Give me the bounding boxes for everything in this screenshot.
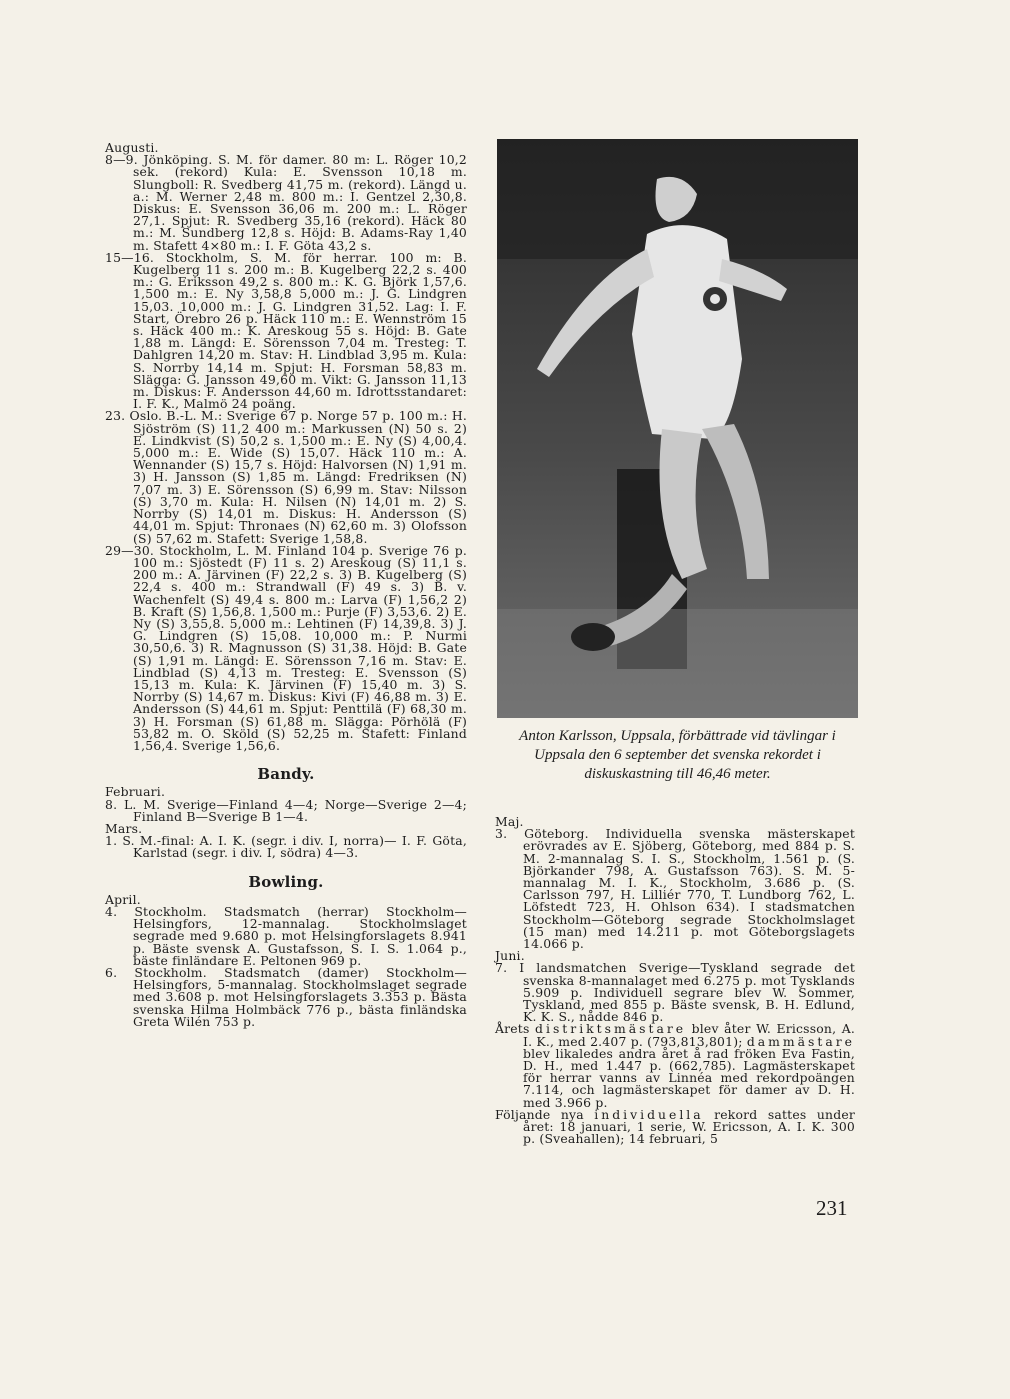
- result-entry: 7. I landsmatchen Sverige—Tyskland segrade det svenska 8-mannalaget med 6.275 p. mot Tysklands 5.909 p. Individuell segrare blev W. Sommer, Tyskland, med 855 p. Bäste svensk, B. H. Edlund, K. K. S., nådde 846 p.: [495, 960, 855, 1025]
- result-entry: 29—30. Stockholm, L. M. Finland 104 p. Sverige 76 p. 100 m.: Sjöstedt (F) 11 s. 2) Areskoug (S) 11,1 s. 200 m.: A. Järvinen (F) 22,2 s. 3) B. Kugelberg (S) 22,4 s. 400 m.: Strandwall (F) 49 s. 3) B. v. Wachenfelt (S) 49,4 s. 800 m.: Larva (F) 1,56,2 2) B. Kraft (S) 1,56,8. 1,500 m.: Purje (F) 3,53,6. 2) E. Ny (S) 3,55,8. 5,000 m.: Lehtinen (F) 14,39,8. 3) J. G. Lindgren (S) 15,08. 10,000 m.: P. Nurmi 30,50,6. 3) R. Magnusson (S) 31,38. Höjd: B. Gate (S) 1,91 m. Längd: E. Sörensson 7,16 m. Stav: E. Lindblad (S) 4,13 m. Tresteg: E. Svensson (S) 15,13 m. Kula: K. Järvinen (F) 15,40 m. 3) S. Norrby (S) 14,67 m. Diskus: Kivi (F) 46,88 m. 3) E. Andersson (S) 44,61 m. Spjut: Penttilä (F) 68,30 m. 3) H. Forsman (S) 61,88 m. Slägga: Pörhölä (F) 53,82 m. O. Sköld (S) 52,25 m. Stafett: Finland 1,56,4. Sverige 1,56,6.: [105, 542, 467, 753]
- spaced-term: individuella: [594, 1106, 704, 1122]
- month-heading: Augusti.: [105, 140, 159, 155]
- text-fragment: blev likaledes andra året å rad fröken Eva Fastin, D. H., med 1.447 p. (662,785). Lagmästerskapet för herrar vanns av Linnéa med rekordpoängen 7.114, och lagmästerskapet för damer av D. H. med 3.966 p.: [523, 1045, 855, 1110]
- result-entry: 1. S. M.-final: A. I. K. (segr. i div. I, norra)— I. F. Göta, Karlstad (segr. i div. I, södra) 4—3.: [105, 833, 467, 861]
- result-entry: 8. L. M. Sverige—Finland 4—4; Norge—Sverige 2—4; Finland B—Sverige B 1—4.: [105, 796, 467, 824]
- text-fragment: rekord sattes under året: 18 januari, 1 serie, W. Ericsson, A. I. K. 300 p. (Sveahallen); 14 februari, 5: [523, 1106, 855, 1147]
- left-column: [105, 142, 467, 1028]
- section-title-bowling: Bowling.: [248, 872, 324, 891]
- result-entry: [495, 1106, 855, 1147]
- spaced-term: distriktsmästare: [535, 1021, 687, 1037]
- result-entry: 23. Oslo. B.-L. M.: Sverige 67 p. Norge 57 p. 100 m.: H. Sjöström (S) 11,2 400 m.: Markussen (N) 50 s. 2) E. Lindkvist (S) 50,2 s. 1,500 m.: E. Ny (S) 4,00,4. 5,000 m.: E. Wide (S) 15,07. Häck 110 m.: A. Wennander (S) 15,7 s. Höjd: Halvorsen (N) 1,91 m. 3) H. Jansson (S) 1,85 m. Längd: Fredriksen (N) 7,07 m. 3) E. Sörensson (S) 6,99 m. Stav: Nilsson (S) 3,70 m. Kula: H. Nilsen (N) 14,01 m. 2) S. Norrby (S) 14,01 m. Diskus: H. Andersson (S) 44,01 m. Spjut: Thronaes (N) 62,60 m. 3) Olofsson (S) 57,62 m. Stafett: Sverige 1,58,8.: [105, 408, 467, 546]
- result-entry: 15—16. Stockholm, S. M. för herrar. 100 m: B. Kugelberg 11 s. 200 m.: B. Kugelberg 22,2 s. 400 m.: G. Eriksson 49,2 s. 800 m.: K. G. Björk 1,57,6. 1,500 m.: E. Ny 3,58,8 5,000 m.: J. G. Lindgren 15,03. 10,000 m.: J. G. Lindgren 31,52. Lag: I. F. Start, Örebro 26 p. Häck 110 m.: E. Wennström 15 s. Häck 400 m.: K. Areskoug 55 s. Höjd: B. Gate 1,88 m. Längd: E. Sörensson 7,04 m. Tresteg: T. Dahlgren 14,20 m. Stav: H. Lindblad 3,95 m. Kula: S. Norrby 14,14 m. Spjut: H. Forsman 58,83 m. Slägga: G. Jansson 49,60 m. Vikt: G. Jansson 11,13 m. Diskus: F. Andersson 44,60 m. Idrottsstandaret: I. F. K., Malmö 24 poäng.: [105, 249, 467, 412]
- athlete-photo: [497, 139, 858, 718]
- text-fragment: Följande nya: [495, 1106, 584, 1122]
- text-fragment: Årets: [495, 1021, 530, 1037]
- month-heading: Maj.: [495, 814, 524, 829]
- text-fragment: blev åter W. Ericsson, A. I. K., med 2.407 p. (793,813,801);: [523, 1021, 856, 1049]
- discus-thrower-illustration: [497, 139, 858, 718]
- month-heading: April.: [105, 891, 141, 907]
- result-entry: 3. Göteborg. Individuella svenska mästerskapet erövrades av E. Sjöberg, Göteborg, med 884 p. S. M. 2-mannalag S. I. S., Stockholm, 1.561 p. (S. Björkander 798, A. Gustafsson 763). S. M. 5-mannalag M. I. K., Stockholm, 3.686 p. (S. Carlsson 797, H. Lilliér 770, T. Lundborg 762, L. Löfstedt 723, H. Ohlson 634). I stadsmatchen Stockholm—Göteborg segrade Stockholmslaget (15 man) med 14.211 p. mot Göteborgslagets 14.066 p.: [495, 826, 855, 952]
- page-number: 231: [816, 1196, 848, 1220]
- right-column: [495, 816, 855, 1145]
- month-heading: Mars.: [105, 820, 143, 836]
- result-entry: [495, 1023, 855, 1108]
- result-entry: 6. Stockholm. Stadsmatch (damer) Stockholm— Helsingfors, 5-mannalag. Stockholmslaget segrade med 3.608 p. mot Helsingforslagets 3.353 p. Bästa svenska Hilma Holmbäck 776 p., bästa finländska Greta Wilén 753 p.: [105, 965, 467, 1029]
- result-entry: 8—9. Jönköping. S. M. för damer. 80 m: L. Röger 10,2 sek. (rekord) Kula: E. Svensson 10,18 m. Slungboll: R. Svedberg 41,75 m. (rekord). Längd u. a.: M. Werner 2,48 m. 800 m.: I. Gentzel 2,30,8. Diskus: E. Svensson 36,06 m. 200 m.: L. Röger 27,1. Spjut: R. Svedberg 35,16 (rekord). Häck 80 m.: M. Sundberg 12,8 s. Höjd: B. Adams-Ray 1,40 m. Stafett 4×80 m.: I. F. Göta 43,2 s.: [105, 152, 467, 253]
- section-title-bandy: Bandy.: [257, 765, 315, 784]
- spaced-term: dammästare: [746, 1033, 855, 1049]
- photo-caption: Anton Karlsson, Uppsala, förbättrade vid tävlingar i Uppsala den 6 september det svenska rekordet i diskuskastning till 46,46 meter.: [519, 728, 836, 782]
- result-entry: 4. Stockholm. Stadsmatch (herrar) Stockholm— Helsingfors, 12-mannalag. Stockholmslaget segrade med 9.680 p. mot Helsingforslagets 8.941 p. Bäste svensk A. Gustafsson, S. I. S. 1.064 p., bäste finländare E. Peltonen 969 p.: [105, 903, 467, 968]
- month-heading: Juni.: [495, 948, 525, 964]
- month-heading: Februari.: [105, 784, 166, 800]
